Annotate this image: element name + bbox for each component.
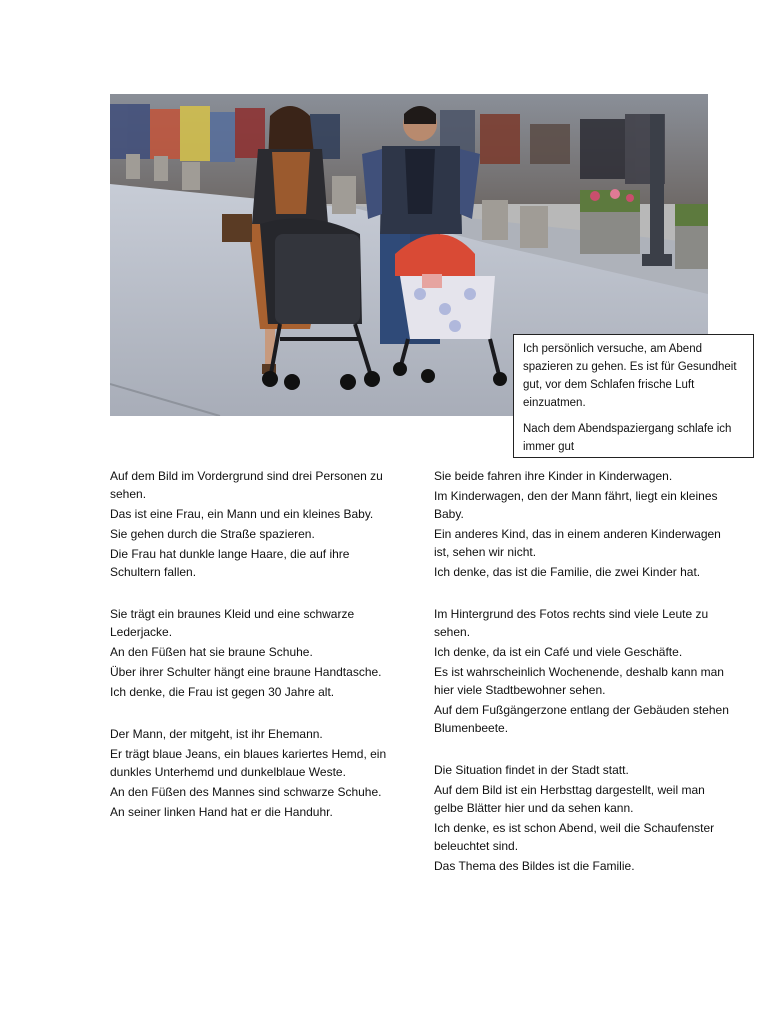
paragraph: Ich denke, da ist ein Café und viele Geschäfte. (434, 645, 683, 659)
paragraph: An den Füßen hat sie braune Schuhe. (110, 645, 313, 659)
paragraph: Ich denke, das ist die Familie, die zwei Kinder hat. (434, 565, 701, 579)
callout-paragraph: Nach dem Abendspaziergang schlafe ich immer gut (523, 423, 732, 453)
left-text-column (110, 467, 400, 823)
paragraph: An seiner linken Hand hat er die Handuhr. (110, 805, 333, 819)
paragraph: Es ist wahrscheinlich Wochenende, deshalb kann man hier viele Stadtbewohner sehen. (434, 665, 724, 697)
paragraph: Über ihrer Schulter hängt eine braune Handtasche. (110, 665, 382, 679)
paragraph: Sie trägt ein braunes Kleid und eine schwarze Lederjacke. (110, 607, 355, 639)
paragraph: Ein anderes Kind, das in einem anderen Kinderwagen ist, sehen wir nicht. (434, 527, 721, 559)
paragraph: Der Mann, der mitgeht, ist ihr Ehemann. (110, 727, 323, 741)
paragraph: Auf dem Bild ist ein Herbsttag dargestellt, weil man gelbe Blätter hier und da sehen kann. (434, 783, 705, 815)
paragraph: Das ist eine Frau, ein Mann und ein kleines Baby. (110, 507, 374, 521)
paragraph: Im Hintergrund des Fotos rechts sind viele Leute zu sehen. (434, 607, 709, 639)
paragraph: Ich denke, die Frau ist gegen 30 Jahre alt. (110, 685, 335, 699)
callout-paragraph: Ich persönlich versuche, am Abend spazieren zu gehen. Es ist für Gesundheit gut, vor dem Schlafen frische Luft einzuatmen. (523, 343, 737, 409)
right-text-column (434, 467, 734, 877)
paragraph: Die Situation findet in der Stadt statt. (434, 763, 629, 777)
paragraph: Er trägt blaue Jeans, ein blaues kariertes Hemd, ein dunkles Unterhemd und dunkelblaue Weste. (110, 747, 387, 779)
paragraph: Sie beide fahren ihre Kinder in Kinderwagen. (434, 469, 673, 483)
paragraph: An den Füßen des Mannes sind schwarze Schuhe. (110, 785, 382, 799)
paragraph: Auf dem Bild im Vordergrund sind drei Personen zu sehen. (110, 469, 383, 501)
paragraph: Die Frau hat dunkle lange Haare, die auf ihre Schultern fallen. (110, 547, 350, 579)
callout-box (513, 334, 754, 458)
paragraph: Im Kinderwagen, den der Mann fährt, liegt ein kleines Baby. (434, 489, 718, 521)
paragraph: Sie gehen durch die Straße spazieren. (110, 527, 315, 541)
paragraph: Das Thema des Bildes ist die Familie. (434, 859, 635, 873)
paragraph: Auf dem Fußgängerzone entlang der Gebäuden stehen Blumenbeete. (434, 703, 729, 735)
paragraph: Ich denke, es ist schon Abend, weil die Schaufenster beleuchtet sind. (434, 821, 715, 853)
